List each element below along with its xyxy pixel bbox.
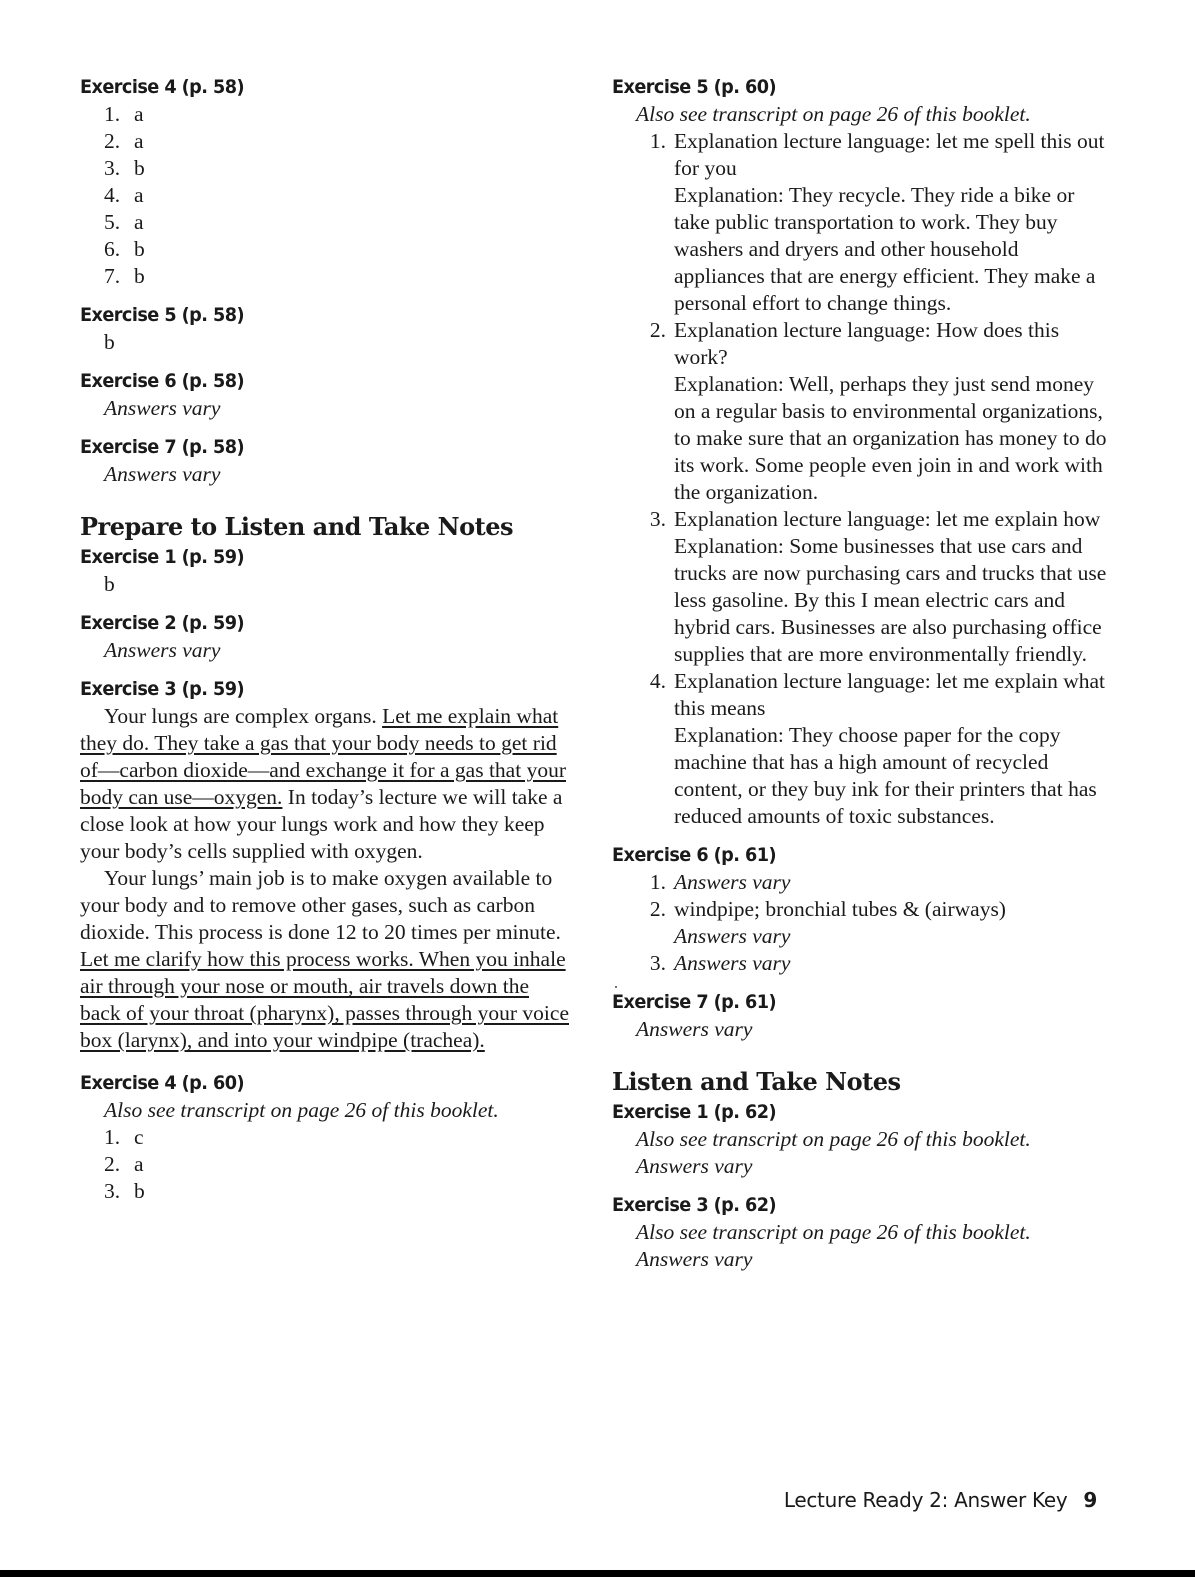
- page-number: 9: [1083, 1488, 1097, 1512]
- exercise-heading: Exercise 4 (p. 60): [80, 1072, 245, 1094]
- bottom-scan-edge: [0, 1570, 1195, 1577]
- list-item: 1. a: [104, 102, 144, 126]
- list-item: 6. b: [104, 237, 145, 261]
- answer: b: [104, 330, 115, 354]
- answer: Answers vary: [104, 462, 221, 486]
- footer-title: Lecture Ready 2: Answer Key: [783, 1488, 1068, 1512]
- answer-list: [80, 101, 570, 290]
- transcript-note: Also see transcript on page 26 of this booklet.: [636, 1220, 1031, 1244]
- answer-list: [80, 1124, 570, 1205]
- exercise-heading: Exercise 5 (p. 60): [612, 76, 777, 98]
- exercise-heading: Exercise 1 (p. 62): [612, 1101, 777, 1123]
- answer: Answers vary: [636, 1017, 753, 1041]
- exercise-3-p62: [612, 1192, 1112, 1273]
- exercise-heading: Exercise 1 (p. 59): [80, 546, 245, 568]
- exercise-4-p60: [80, 1070, 570, 1205]
- exercise-1-p62: [612, 1099, 1112, 1180]
- list-item: 3. Answers vary: [649, 951, 791, 975]
- exercise-heading: Exercise 6 (p. 58): [80, 370, 245, 392]
- list-item: 2. Explanation lecture language: How does this work? Explanation: Well, perhaps they just send money on a regular basis to environmental organizations, to make sure that an organization has money to do its work. Some people even join in and work with the organization.: [649, 318, 1107, 504]
- answer-list: [612, 128, 1112, 830]
- exercise-heading: Exercise 6 (p. 61): [612, 844, 777, 866]
- list-item: 3. b: [104, 1179, 145, 1203]
- answer: b: [104, 572, 115, 596]
- section-heading-listen: Listen and Take Notes: [612, 1067, 901, 1096]
- exercise-heading: Exercise 3 (p. 62): [612, 1194, 777, 1216]
- exercise-6-p58: [80, 368, 570, 422]
- list-item: 2. a: [104, 129, 144, 153]
- list-item: 4. a: [104, 183, 144, 207]
- exercise-2-p59: [80, 610, 570, 664]
- transcript-note: Also see transcript on page 26 of this booklet.: [636, 102, 1031, 126]
- exercise-1-p59: [80, 544, 570, 598]
- exercise-heading: Exercise 2 (p. 59): [80, 612, 245, 634]
- exercise-7-p58: [80, 434, 570, 488]
- transcript-note: Also see transcript on page 26 of this booklet.: [104, 1098, 499, 1122]
- exercise-heading: Exercise 5 (p. 58): [80, 304, 245, 326]
- exercise-6-p61: [612, 842, 1112, 977]
- page-footer: [784, 1488, 1097, 1512]
- scan-speck: [615, 986, 617, 988]
- right-column: [612, 74, 1112, 1285]
- list-item: 2. a: [104, 1152, 144, 1176]
- list-item: 3. b: [104, 156, 145, 180]
- list-item: 5. a: [104, 210, 144, 234]
- list-item: 1. Explanation lecture language: let me spell this out for you Explanation: They recycle. They ride a bike or take public transportation to work. They buy washers and dryers and other household appliances that are energy efficient. They make a personal effort to change things.: [649, 129, 1105, 315]
- exercise-5-p60: [612, 74, 1112, 830]
- exercise-5-p58: [80, 302, 570, 356]
- exercise-heading: Exercise 3 (p. 59): [80, 678, 245, 700]
- list-item: 1. Answers vary: [649, 870, 791, 894]
- answer: Answers vary: [636, 1154, 753, 1178]
- underlined-explanation: Let me clarify how this process works. When you inhale air through your nose or mouth, air travels down the back of your throat (pharynx), passes through your voice box (larynx), and into your windpipe (trachea).: [80, 947, 569, 1052]
- list-item: 2. windpipe; bronchial tubes & (airways) Answers vary: [649, 897, 1006, 948]
- section-heading-prepare: Prepare to Listen and Take Notes: [80, 512, 513, 541]
- answer: Answers vary: [636, 1247, 753, 1271]
- answer: Answers vary: [104, 396, 221, 420]
- underlined-explanation: Let me explain what they do. They take a gas that your body needs to get rid of—carbon dioxide—and exchange it for a gas that your body can use—oxygen.: [80, 704, 566, 809]
- transcript-paragraph-2: Your lungs’ main job is to make oxygen available to your body and to remove other gases, such as carbon dioxide. This process is done 12 to 20 times per minute. Let me clarify how this process works. When you inhale air through your nose or mouth, air travels down the back of your throat (pharynx), passes through your voice box (larynx), and into your windpipe (trachea).: [80, 866, 569, 1052]
- transcript-paragraph-1: Your lungs are complex organs. Let me explain what they do. They take a gas that your body needs to get rid of—carbon dioxide—and exchange it for a gas that your body can use—oxygen. In today’s lecture we will take a close look at how your lungs work and how they keep your body’s cells supplied with oxygen.: [80, 704, 566, 863]
- exercise-heading: Exercise 4 (p. 58): [80, 76, 245, 98]
- list-item: 4. Explanation lecture language: let me explain what this means Explanation: They choose paper for the copy machine that has a high amount of recycled content, or they buy ink for their printers that has reduced amounts of toxic substances.: [649, 669, 1106, 828]
- list-item: 3. Explanation lecture language: let me explain how Explanation: Some businesses that use cars and trucks are now purchasing cars and trucks that use less gasoline. By this I mean electric cars and hybrid cars. Businesses are also purchasing office supplies that are more environmentally friendly.: [649, 507, 1107, 666]
- answer-list: [612, 869, 1112, 977]
- answer: Answers vary: [104, 638, 221, 662]
- left-column: [80, 74, 570, 1217]
- exercise-7-p61: [612, 989, 1112, 1043]
- transcript-note: Also see transcript on page 26 of this booklet.: [636, 1127, 1031, 1151]
- list-item: 1. c: [104, 1125, 144, 1149]
- exercise-heading: Exercise 7 (p. 58): [80, 436, 245, 458]
- exercise-3-p59: [80, 676, 570, 1054]
- exercise-4-p58: [80, 74, 570, 290]
- exercise-heading: Exercise 7 (p. 61): [612, 991, 777, 1013]
- list-item: 7. b: [104, 264, 145, 288]
